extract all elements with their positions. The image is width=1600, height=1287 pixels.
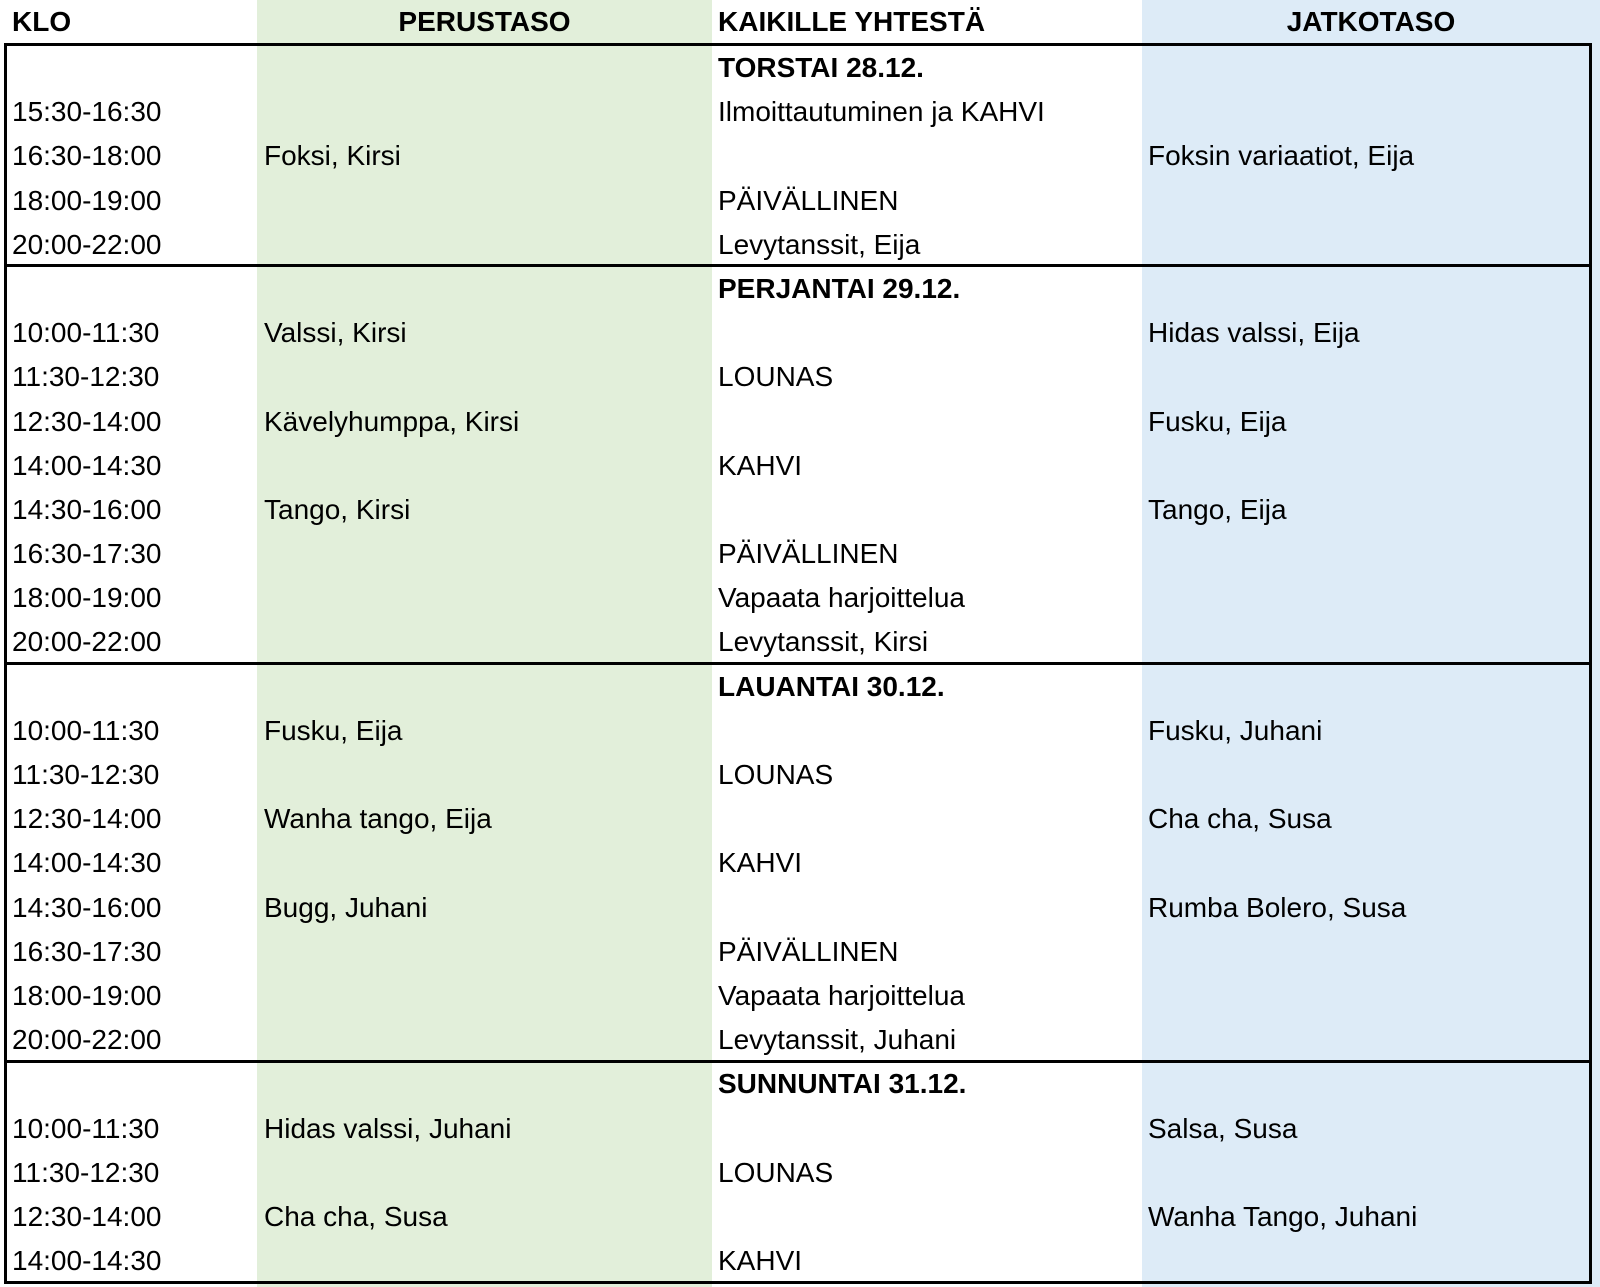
schedule-row	[0, 176, 1600, 220]
all-together-cell: Levytanssit, Eija	[718, 228, 921, 260]
schedule-row	[0, 1104, 1600, 1148]
advanced-level-cell: Cha cha, Susa	[1148, 803, 1332, 835]
schedule-row	[0, 529, 1600, 573]
schedule-row	[0, 485, 1600, 529]
schedule-row	[0, 883, 1600, 927]
day-title-row	[0, 264, 1600, 308]
header-all-together: KAIKILLE YHTESTÄ	[718, 6, 986, 37]
time-cell: 15:30-16:30	[12, 96, 162, 128]
day-title: LAUANTAI 30.12.	[718, 670, 945, 702]
all-together-cell: Levytanssit, Kirsi	[718, 626, 929, 658]
schedule-row	[0, 927, 1600, 971]
time-cell: 12:30-14:00	[12, 405, 162, 437]
time-cell: 16:30-17:30	[12, 538, 162, 570]
schedule-row	[0, 308, 1600, 352]
time-cell: 14:00-14:30	[12, 1245, 162, 1277]
all-together-cell: LOUNAS	[718, 361, 834, 393]
day-title-row	[0, 1059, 1600, 1103]
advanced-level-cell: Tango, Eija	[1148, 493, 1287, 525]
time-cell: 16:30-17:30	[12, 935, 162, 967]
schedule-row	[0, 352, 1600, 396]
time-cell: 14:30-16:00	[12, 493, 162, 525]
all-together-cell: KAHVI	[718, 1245, 803, 1277]
header-basic-level: PERUSTASO	[398, 6, 571, 37]
schedule-row	[0, 220, 1600, 264]
schedule-row	[0, 131, 1600, 175]
schedule-row	[0, 1015, 1600, 1059]
day-divider	[4, 662, 1592, 665]
schedule-row	[0, 971, 1600, 1015]
schedule-row	[0, 1192, 1600, 1236]
time-cell: 20:00-22:00	[12, 1024, 162, 1056]
advanced-level-cell: Salsa, Susa	[1148, 1112, 1298, 1144]
all-together-cell: LOUNAS	[718, 759, 834, 790]
time-cell: 14:30-16:00	[12, 891, 162, 923]
header-time: KLO	[12, 6, 72, 37]
basic-level-cell: Bugg, Juhani	[264, 891, 428, 923]
table-bottom-border	[4, 1281, 1592, 1284]
time-cell: 18:00-19:00	[12, 979, 162, 1011]
time-cell: 14:00-14:30	[12, 449, 162, 481]
basic-level-cell: Fusku, Eija	[264, 714, 403, 746]
all-together-cell: Vapaata harjoittelua	[718, 582, 965, 614]
basic-level-cell: Wanha tango, Eija	[264, 803, 492, 835]
time-cell: 11:30-12:30	[12, 361, 160, 393]
basic-level-cell: Foksi, Kirsi	[264, 140, 401, 172]
all-together-cell: PÄIVÄLLINEN	[718, 184, 899, 216]
schedule-row	[0, 838, 1600, 882]
time-cell: 11:30-12:30	[12, 759, 160, 790]
schedule-row	[0, 617, 1600, 661]
advanced-level-cell: Foksin variaatiot, Eija	[1148, 140, 1415, 172]
all-together-cell: Ilmoittautuminen ja KAHVI	[718, 96, 1045, 128]
time-cell: 20:00-22:00	[12, 228, 162, 260]
schedule-row	[0, 706, 1600, 750]
day-title: SUNNUNTAI 31.12.	[718, 1068, 967, 1100]
all-together-cell: KAHVI	[718, 449, 803, 481]
schedule-row	[0, 573, 1600, 617]
all-together-cell: PÄIVÄLLINEN	[718, 538, 899, 570]
time-cell: 10:00-11:30	[12, 1112, 160, 1144]
day-title-row	[0, 662, 1600, 706]
schedule-row	[0, 441, 1600, 485]
time-cell: 18:00-19:00	[12, 184, 162, 216]
all-together-cell: Vapaata harjoittelua	[718, 979, 965, 1011]
day-divider	[4, 1060, 1592, 1063]
basic-level-cell: Kävelyhumppa, Kirsi	[264, 405, 520, 437]
basic-level-cell: Tango, Kirsi	[264, 493, 411, 525]
all-together-cell: LOUNAS	[718, 1156, 834, 1188]
advanced-level-cell: Fusku, Eija	[1148, 405, 1287, 437]
basic-level-cell: Cha cha, Susa	[264, 1200, 448, 1232]
time-cell: 10:00-11:30	[12, 714, 160, 746]
schedule-row	[0, 1236, 1600, 1280]
column-header-row	[0, 0, 1600, 43]
all-together-cell: KAHVI	[718, 847, 803, 879]
schedule-row	[0, 794, 1600, 838]
day-divider	[4, 264, 1592, 267]
time-cell: 12:30-14:00	[12, 803, 162, 835]
schedule-row	[0, 87, 1600, 131]
time-cell: 10:00-11:30	[12, 317, 160, 349]
day-title: TORSTAI 28.12.	[718, 52, 924, 83]
time-cell: 16:30-18:00	[12, 140, 162, 172]
time-cell: 14:00-14:30	[12, 847, 162, 879]
advanced-level-cell: Fusku, Juhani	[1148, 714, 1323, 746]
advanced-level-cell: Rumba Bolero, Susa	[1148, 891, 1407, 923]
time-cell: 12:30-14:00	[12, 1200, 162, 1232]
all-together-cell: PÄIVÄLLINEN	[718, 935, 899, 967]
day-title: PERJANTAI 29.12.	[718, 272, 961, 304]
time-cell: 18:00-19:00	[12, 582, 162, 614]
schedule-row	[0, 397, 1600, 441]
header-advanced-level: JATKOTASO	[1286, 6, 1456, 37]
schedule-row	[0, 750, 1600, 794]
basic-level-cell: Hidas valssi, Juhani	[264, 1112, 512, 1144]
time-cell: 20:00-22:00	[12, 626, 162, 658]
advanced-level-cell: Hidas valssi, Eija	[1148, 317, 1360, 349]
all-together-cell: Levytanssit, Juhani	[718, 1024, 957, 1056]
schedule-row	[0, 1148, 1600, 1192]
time-cell: 11:30-12:30	[12, 1156, 160, 1188]
day-title-row	[0, 43, 1600, 87]
advanced-level-cell: Wanha Tango, Juhani	[1148, 1200, 1418, 1232]
basic-level-cell: Valssi, Kirsi	[264, 317, 407, 349]
